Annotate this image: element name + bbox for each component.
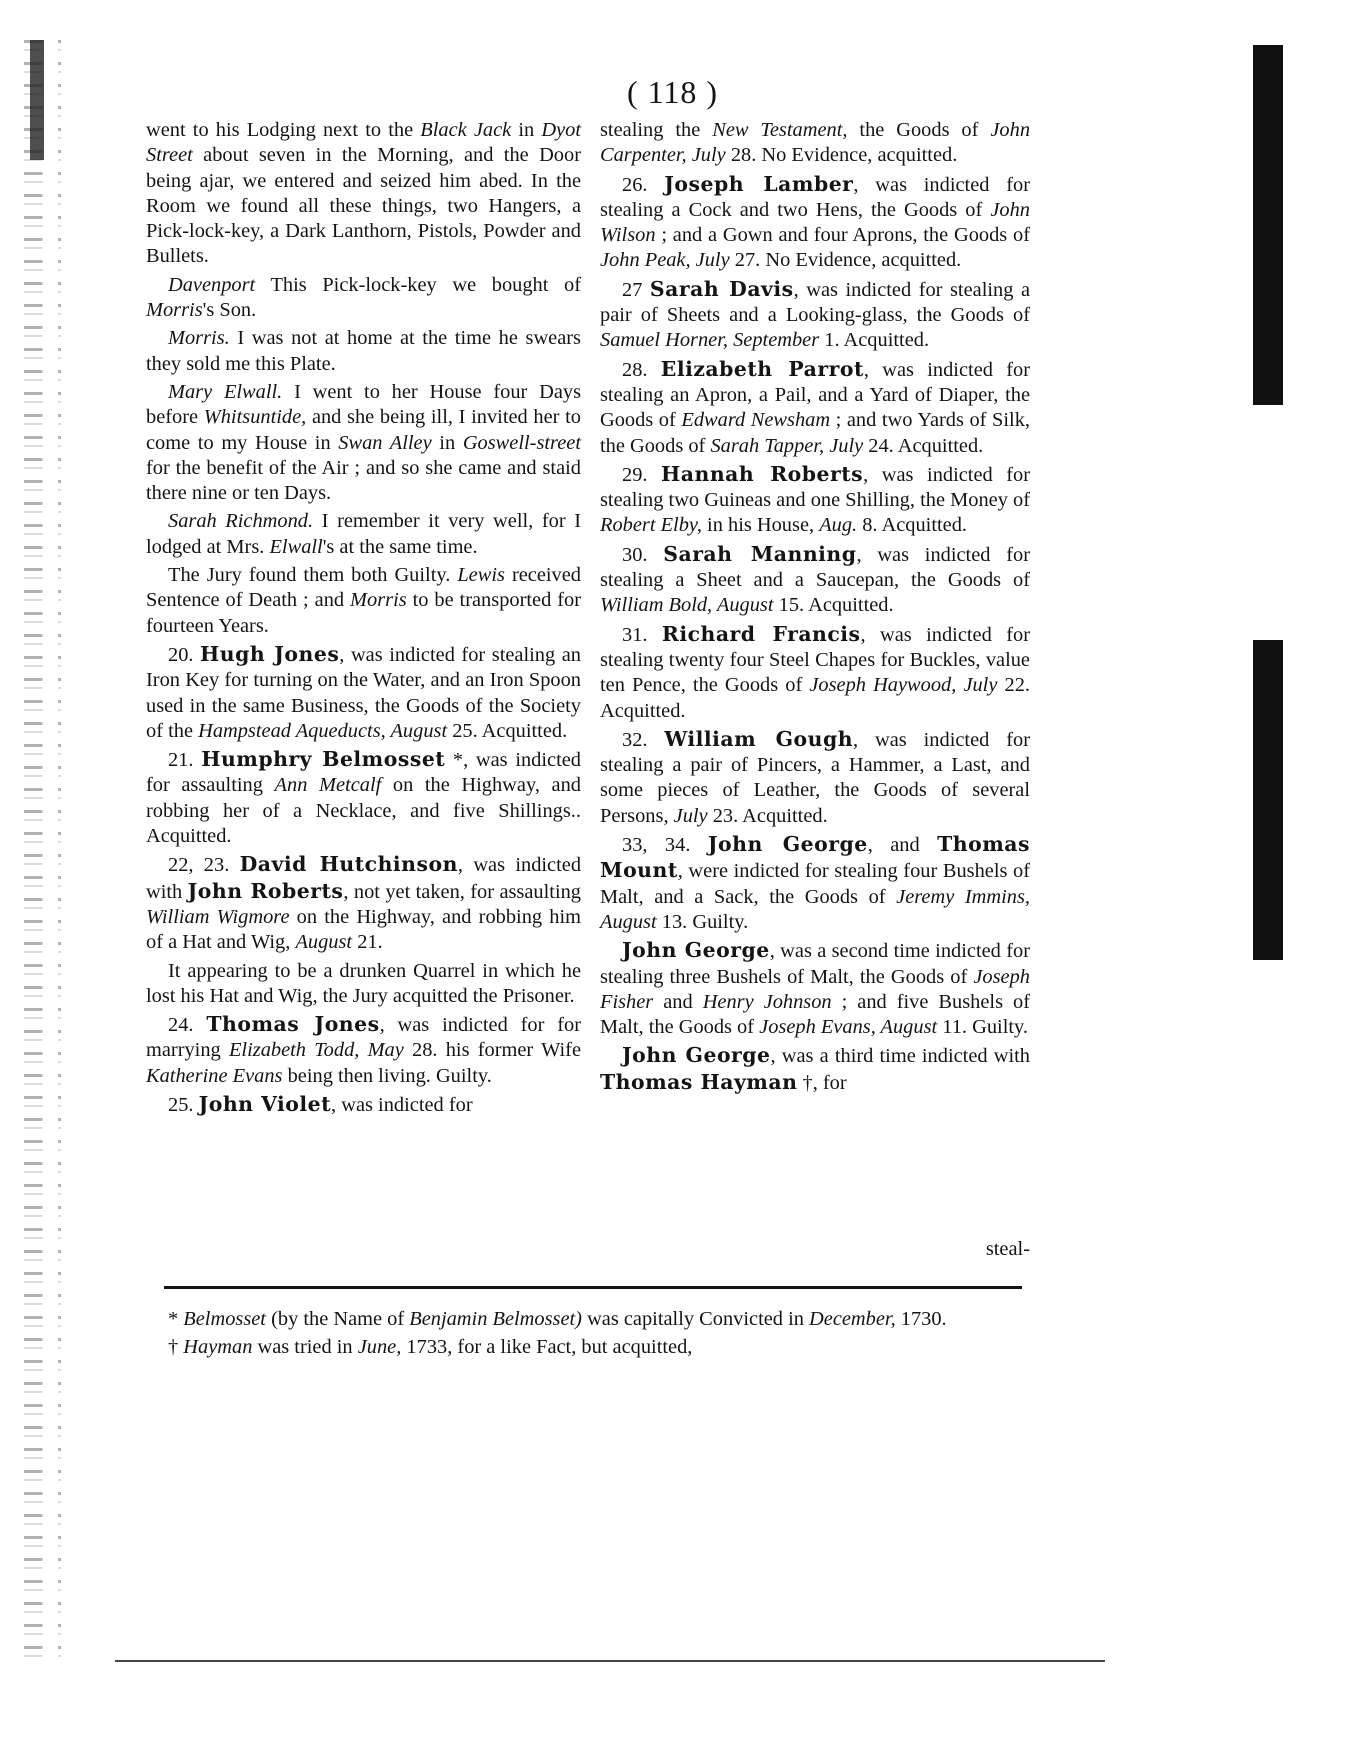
text-run: † [168, 1336, 184, 1358]
footnote-rule [164, 1286, 1022, 1289]
text-run: 22. Acquitted. [600, 674, 1030, 722]
text-run: , was indicted for stealing a Cock and two Hens, the Goods of [600, 173, 1030, 221]
text-run: was tried in [252, 1336, 358, 1358]
italic-text: Joseph Fisher [600, 965, 1030, 1013]
defendant-name: John Violet [198, 1091, 332, 1116]
text-run: * [168, 1308, 184, 1330]
text-run: 28. [622, 358, 661, 381]
italic-text: William Wigmore [146, 905, 290, 928]
defendant-name: John George [622, 1043, 771, 1068]
text-run: 20. [168, 643, 201, 666]
text-run: 28. his former Wife [403, 1039, 582, 1062]
catchword: steal- [985, 1238, 1030, 1260]
defendant-name: Thomas Hayman [600, 1069, 798, 1094]
italic-text: Swan Alley [338, 431, 432, 454]
italic-text: Samuel Horner, September [600, 329, 820, 352]
text-run: received Sentence of Death ; and [146, 564, 581, 612]
text-run: being then living. Guilty. [282, 1064, 492, 1087]
footnotes [168, 1306, 1028, 1362]
text-run: The Jury found them both Guilty. [168, 564, 458, 587]
italic-text: Black Jack [420, 119, 512, 141]
text-run: I remember it very well, for I lodged at Mrs. [146, 510, 582, 558]
defendant-name: Hannah Roberts [661, 461, 864, 486]
italic-text: December, [809, 1308, 896, 1330]
text-run: 29. [622, 463, 662, 486]
left-column-paragraph [146, 1092, 581, 1118]
italic-text: John Wilson [600, 198, 1030, 247]
italic-text: Davenport [168, 273, 256, 296]
text-run: on the Highway, and robbing him of a Hat and Wig, [146, 905, 581, 954]
text-run: 's at the same time. [322, 535, 478, 558]
italic-text: John Carpenter, July [600, 119, 1031, 167]
right-column-paragraph [600, 277, 1030, 354]
right-column-paragraph [600, 938, 1030, 1040]
italic-text: July [673, 804, 708, 827]
text-run: and she being ill, I invited her to come to my House in [146, 406, 581, 454]
italic-text: Mary Elwall. [168, 380, 283, 403]
text-run: , was a third time indicted with [770, 1045, 1030, 1068]
italic-text: Katherine Evans [146, 1064, 283, 1087]
defendant-name: John George [622, 938, 770, 963]
left-column-paragraph [146, 118, 581, 270]
text-run: It appearing to be a drunken Quarrel in which he lost his Hat and Wig, the Jury acquitted the Prisoner. [146, 959, 581, 1007]
text-run: , was indicted for stealing twenty four Steel Chapes for Buckles, value ten Pence, the Goods of [600, 623, 1030, 697]
footnote-paragraph [168, 1334, 1028, 1360]
italic-text: Jeremy Immins, August [600, 885, 1030, 933]
right-column-paragraph [600, 172, 1030, 274]
text-run: I was not at home at the time he swears they sold me this Plate. [146, 327, 581, 375]
text-run: 31. [622, 623, 662, 646]
text-run: and [653, 990, 703, 1013]
left-column-paragraph [146, 563, 581, 639]
defendant-name: Thomas Jones [206, 1012, 380, 1037]
left-column-paragraph [146, 747, 581, 849]
right-column-paragraph [600, 832, 1030, 935]
defendant-name: Richard Francis [661, 621, 861, 646]
text-run: 's Son. [202, 299, 257, 322]
italic-text: Sarah Tapper, July [710, 434, 864, 457]
right-column-paragraph [600, 118, 1030, 169]
text-run: in [431, 431, 463, 454]
text-run: 1. Acquitted. [819, 329, 930, 352]
text-run: This Pick-lock-key we bought of [255, 273, 581, 296]
text-run: 22, 23. [168, 854, 240, 877]
italic-text: Belmosset [183, 1308, 266, 1330]
right-column-paragraph [600, 542, 1030, 619]
text-run: to be transported for fourteen Years. [146, 589, 581, 637]
text-run: 26. [622, 173, 665, 196]
text-run: 8. Acquitted. [857, 514, 968, 537]
italic-text: Joseph Evans, August [759, 1016, 938, 1039]
left-column-paragraph [146, 509, 581, 560]
text-run: , was a second time indicted for stealing three Bushels of Malt, the Goods of [600, 940, 1030, 988]
text-run: in his House, [701, 514, 820, 537]
text-run: 33, 34. [622, 834, 708, 857]
italic-text: Morris [350, 589, 407, 612]
italic-text: Hayman [183, 1336, 253, 1358]
defendant-name: John George [707, 832, 868, 857]
text-run: , was indicted with [146, 854, 582, 903]
text-run: †, for [797, 1071, 847, 1094]
text-run: 1730. [895, 1308, 947, 1330]
text-run: for the benefit of the Air ; and so she came and staid there nine or ten Days. [146, 456, 581, 505]
text-run: I went to her House four Days before [146, 380, 581, 429]
text-run: ; and two Yards of Silk, the Goods of [600, 409, 1030, 457]
text-run: was capitally Convicted in [581, 1308, 810, 1330]
italic-text: Hampstead Aqueducts, August [198, 719, 448, 742]
italic-text: Aug. [819, 514, 858, 537]
defendant-name: Hugh Jones [200, 641, 340, 666]
text-run: on the Highway, and robbing her of a Necklace, and five Shillings.. Acquitted. [146, 774, 581, 848]
left-column-paragraph [146, 326, 581, 377]
italic-text: Henry Johnson [702, 990, 832, 1013]
text-run: went to his Lodging next to the [146, 119, 421, 141]
text-run: 27. No Evidence, acquitted. [729, 249, 962, 272]
text-run: , was indicted for stealing a Sheet and a Saucepan, the Goods of [600, 543, 1030, 592]
defendant-name: Sarah Manning [663, 541, 857, 566]
defendant-name: Humphry Belmosset [201, 747, 446, 772]
italic-text: Joseph Haywood, July [809, 674, 998, 697]
scan-edge-bottom [115, 1660, 1105, 1662]
italic-text: Benjamin Belmosset) [409, 1308, 582, 1330]
defendant-name: David Hutchinson [239, 852, 458, 877]
right-column-paragraph [600, 622, 1030, 724]
italic-text: June, [357, 1336, 402, 1358]
italic-text: August [295, 931, 353, 954]
defendant-name: Thomas Mount [600, 832, 1030, 883]
italic-text: Elwall [269, 535, 323, 558]
text-run: 1733, for a like Fact, but acquitted, [401, 1336, 693, 1358]
text-run: 23. Acquitted. [707, 804, 828, 827]
text-run: 24. [168, 1014, 207, 1037]
text-run: 28. No Evidence, acquitted. [725, 144, 958, 167]
defendant-name: John Roberts [187, 878, 344, 903]
scan-edge-left [24, 40, 86, 1660]
scan-edge-right-mid [1253, 640, 1283, 960]
italic-text: William Bold, August [600, 594, 774, 617]
italic-text: Whitsuntide, [203, 406, 307, 429]
text-run: 11. Guilty. [937, 1016, 1028, 1039]
text-run: , and [867, 834, 938, 857]
text-run: 30. [622, 543, 664, 566]
italic-text: Dyot Street [146, 119, 581, 167]
defendant-name: Joseph Lamber [664, 171, 854, 196]
defendant-name: William Gough [664, 726, 854, 751]
text-run: about seven in the Morning, and the Door being ajar, we entered and seized him abed. In the Room we found all these things, two Hangers, a Pick-lock-key, a Dark Lanthorn, Pistols, Powder and Bullets. [146, 144, 581, 268]
italic-text: Morris. [168, 327, 230, 350]
italic-text: John Peak, July [600, 249, 730, 272]
text-run: , was indicted for stealing a pair of Sheets and a Looking-glass, the Goods of [600, 278, 1030, 327]
left-column-paragraph [146, 273, 581, 324]
text-run: 13. Guilty. [656, 910, 749, 933]
text-run: stealing the [600, 119, 713, 141]
page-number: ( 118 ) [626, 74, 719, 110]
right-column-paragraph [600, 727, 1030, 829]
text-run: 24. Acquitted. [863, 434, 984, 457]
left-column-paragraph [146, 380, 581, 506]
defendant-name: Elizabeth Parrot [660, 356, 864, 381]
italic-text: Ann Metcalf [274, 774, 382, 797]
text-run: , was indicted for stealing an Apron, a Pail, and a Yard of Diaper, the Goods of [600, 358, 1030, 432]
italic-text: New Testament, [712, 119, 848, 141]
left-column-paragraph [146, 642, 581, 744]
text-run: 25. [168, 1093, 199, 1116]
footnote-paragraph [168, 1306, 1028, 1332]
text-run: 32. [622, 728, 665, 751]
text-run: , was indicted for stealing a pair of Pincers, a Hammer, a Last, and some pieces of Leather, the Goods of several Persons, [600, 728, 1030, 827]
italic-text: Lewis [457, 564, 505, 587]
text-run: 21. [352, 931, 383, 954]
right-column-paragraph [600, 1043, 1030, 1096]
right-column-paragraph [600, 357, 1030, 459]
text-run: ; and a Gown and four Aprons, the Goods of [655, 224, 1030, 247]
text-run: , was indicted for stealing two Guineas and one Shilling, the Money of [600, 463, 1031, 512]
text-run: *, was indicted for assaulting [146, 749, 581, 797]
text-run: 25. Acquitted. [447, 719, 568, 742]
text-run: the Goods of [847, 119, 991, 141]
text-run: 15. Acquitted. [773, 594, 894, 617]
text-run: (by the Name of [265, 1308, 410, 1330]
left-column [146, 118, 581, 1121]
italic-text: Elizabeth Todd, May [228, 1039, 404, 1062]
text-run: , were indicted for stealing four Bushels of Malt, and a Sack, the Goods of [600, 860, 1030, 908]
catchword-line [600, 1238, 1030, 1261]
italic-text: Sarah Richmond. [168, 510, 314, 533]
text-run: , was indicted for stealing an Iron Key for turning on the Water, and an Iron Spoon used in the same Business, the Goods of the Society of the [146, 643, 581, 742]
right-column-paragraph [600, 462, 1030, 539]
text-run: 21. [168, 749, 202, 772]
italic-text: Morris [146, 299, 203, 322]
italic-text: Robert Elby, [600, 514, 702, 537]
text-run: , not yet taken, for assaulting [343, 880, 581, 903]
text-run: ; and five Bushels of Malt, the Goods of [600, 990, 1030, 1039]
text-run: 27 [622, 278, 650, 301]
text-run: , was indicted for [331, 1093, 473, 1116]
text-run: , was indicted for for marrying [146, 1014, 582, 1062]
defendant-name: Sarah Davis [649, 276, 794, 301]
italic-text: Edward Newsham [681, 409, 831, 432]
text-run: in [511, 119, 542, 141]
left-column-paragraph [146, 852, 581, 955]
italic-text: Goswell-street [462, 431, 581, 454]
left-column-paragraph [146, 959, 581, 1010]
right-column [600, 118, 1030, 1099]
left-column-paragraph [146, 1012, 581, 1089]
